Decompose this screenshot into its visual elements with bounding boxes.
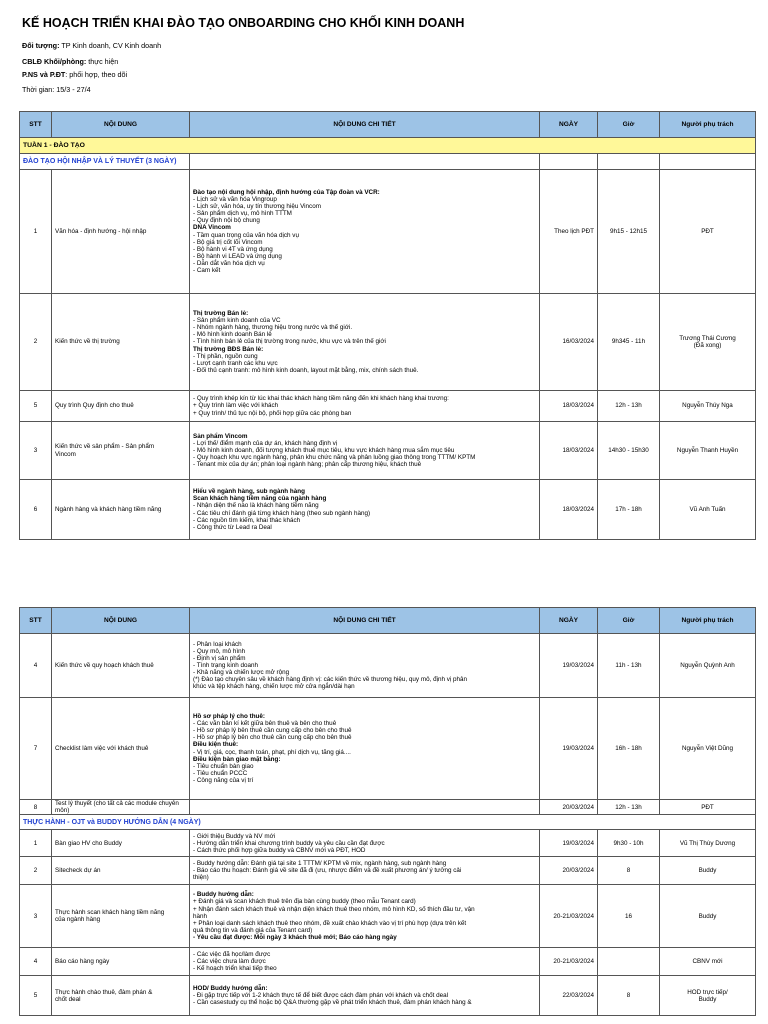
cell-stt: 5	[20, 391, 52, 422]
detail-line: hành	[193, 912, 208, 920]
week-label: TUẦN 1 - ĐÀO TẠO	[20, 138, 756, 154]
cell-time: 16h - 18h	[598, 698, 660, 800]
detail-line: Sản phẩm Vincom	[193, 432, 248, 440]
cell-owner: PĐT	[660, 800, 756, 815]
detail-line: - Thị phần, nguồn cung	[193, 352, 258, 360]
detail-line: Thị trường BĐS Bán lẻ:	[193, 345, 264, 353]
cell-date: 22/03/2024	[540, 976, 598, 1016]
cell-owner: PĐT	[660, 170, 756, 294]
cell-detail	[190, 698, 540, 800]
cell-time: 9h15 - 12h15	[598, 170, 660, 294]
cell-stt: 4	[20, 634, 52, 698]
header-stt: STT	[20, 608, 52, 634]
header-date: NGÀY	[540, 608, 598, 634]
cell-stt: 6	[20, 480, 52, 540]
table-row	[20, 800, 756, 815]
header-date: NGÀY	[540, 112, 598, 138]
detail-line: - Vị trí, giá, cọc, thanh toán, phạt, phí dịch vụ, tăng giá....	[193, 748, 351, 756]
section-row	[20, 154, 756, 170]
cell-content: Kiến thức về thị trường	[52, 294, 190, 391]
table-row	[20, 698, 756, 800]
detail-line: - Các tiêu chí đánh giá từng khách hàng (theo sub ngành hàng)	[193, 509, 371, 517]
cell-content: Test lý thuyết (cho tất cả các module chuyên môn)	[52, 800, 190, 815]
cell-time: 17h - 18h	[598, 480, 660, 540]
cell-owner: Vũ Thị Thùy Dương	[660, 830, 756, 857]
section-row	[20, 815, 756, 830]
cell-content: Checklist làm việc với khách thuê	[52, 698, 190, 800]
header-owner: Người phụ trách	[660, 112, 756, 138]
detail-line: - Nhóm ngành hàng, thương hiệu trong nước và thế giới.	[193, 324, 353, 332]
detail-line: - Phân loại khách	[193, 640, 242, 648]
cell-time	[598, 948, 660, 976]
cell-time: 9h345 - 11h	[598, 294, 660, 391]
detail-line: khúc và tệp khách hàng, chiến lược mở cửa ngắn/dài hạn	[193, 683, 355, 691]
header-owner: Người phụ trách	[660, 608, 756, 634]
detail-line: Scan khách hàng tiềm năng của ngành hàng	[193, 495, 327, 503]
detail-line: - Quy định nội bộ chung	[193, 217, 260, 225]
detail-line: - Đối thủ cạnh tranh: mô hình kinh doanh, layout mặt bằng, mix, chính sách thuê.	[193, 366, 419, 374]
section-label: ĐÀO TẠO HỘI NHẬP VÀ LÝ THUYẾT (3 NGÀY)	[20, 154, 190, 170]
cell-time: 8	[598, 976, 660, 1016]
cell-detail	[190, 948, 540, 976]
detail-line: Hiểu về ngành hàng, sub ngành hàng	[193, 488, 305, 496]
cell-date: 20-21/03/2024	[540, 948, 598, 976]
cell-stt: 1	[20, 170, 52, 294]
detail-line: thiện)	[193, 874, 209, 882]
cell-stt: 1	[20, 830, 52, 857]
detail-line: - Công năng của vị trí	[193, 776, 254, 784]
detail-line: Điều kiện bàn giao mặt bằng:	[193, 755, 281, 763]
section-label: THỰC HÀNH - OJT và BUDDY HƯỚNG DẪN (4 NGÀY)	[20, 815, 756, 830]
detail-line: DNA Vincom	[193, 224, 231, 232]
detail-line: - Cam kết	[193, 266, 221, 274]
detail-line: - Quy mô, mô hình	[193, 647, 246, 655]
cell-owner: Trương Thái Cương (Đã xong)	[660, 294, 756, 391]
header-stt: STT	[20, 112, 52, 138]
detail-line: - Nhận diện thế nào là khách hàng tiềm năng	[193, 502, 319, 510]
detail-line: - Giới thiệu Buddy và NV mới	[193, 832, 276, 840]
detail-line: - Dẫn dắt văn hóa dịch vụ	[193, 259, 265, 267]
detail-line: + Quy trình/ thủ tục nội bộ, phối hợp giữa các phòng ban	[193, 409, 352, 417]
detail-line: - Yêu cầu đạt được: Mỗi ngày 3 khách thuê mới; Báo cáo hàng ngày	[193, 933, 397, 941]
cell-date: 20/03/2024	[540, 800, 598, 815]
detail-line: - Buddy hướng dẫn:	[193, 891, 254, 899]
cell-owner: HOD trực tiếp/ Buddy	[660, 976, 756, 1016]
table-row	[20, 948, 756, 976]
cell-date: 20/03/2024	[540, 857, 598, 885]
detail-line: - Quy hoạch khu vực ngành hàng, phân khu chức năng và phân luồng giao thông trong TTTM/ KPTM	[193, 454, 476, 462]
cell-detail	[190, 830, 540, 857]
cell-stt: 2	[20, 294, 52, 391]
detail-line: quả thông tin và đánh giá của Tenant card)	[193, 926, 313, 934]
cell-content: Ngành hàng và khách hàng tiềm năng	[52, 480, 190, 540]
cell-content: Bàn giao HV cho Buddy	[52, 830, 190, 857]
header-detail: NỘI DUNG CHI TIẾT	[190, 608, 540, 634]
detail-line: - Mô hình kinh doanh Bán lẻ	[193, 331, 272, 339]
cell-detail	[190, 976, 540, 1016]
table-row	[20, 422, 756, 480]
page-title: KẾ HOẠCH TRIỂN KHAI ĐÀO TẠO ONBOARDING CHO KHỐI KINH DOANH	[22, 16, 465, 30]
detail-line: - Hồ sơ pháp lý bên cho thuê cần cung cấp cho bên thuê	[193, 734, 352, 742]
cell-owner: Buddy	[660, 885, 756, 948]
cell-owner: CBNV mới	[660, 948, 756, 976]
table-row	[20, 634, 756, 698]
header-time: Giờ	[598, 112, 660, 138]
cell-time: 11h - 13h	[598, 634, 660, 698]
detail-line: - Khả năng và chiến lược mở rộng	[193, 669, 290, 677]
training-table-week1-cont	[19, 607, 756, 1016]
detail-line: + Nhận đánh sách khách thuê và nhận diện khách thuê theo nhóm, mô hình KD, số thích đầu tư, vận	[193, 905, 475, 913]
cell-time: 12h - 13h	[598, 391, 660, 422]
detail-line: - Tầm quan trọng của văn hóa dịch vụ	[193, 231, 299, 239]
detail-line: - Cách thức phối hợp giữa buddy và CBNV mới và PĐT, HOD	[193, 846, 366, 854]
table-row	[20, 294, 756, 391]
cell-time: 14h30 - 15h30	[598, 422, 660, 480]
detail-line: + Quy trình làm việc với khách	[193, 402, 279, 410]
detail-line: - Bộ hành vi 4T và ứng dụng	[193, 245, 273, 253]
detail-line: - Các nguồn tìm kiếm, khai thác khách	[193, 516, 301, 524]
cell-detail	[190, 480, 540, 540]
detail-line: - Sản phẩm dịch vụ, mô hình TTTM	[193, 210, 292, 218]
cell-time: 12h - 13h	[598, 800, 660, 815]
detail-line: + Phân loại danh sách khách thuê theo nhóm, đề xuất chào khách vào vị trí phù hợp (dựa trên kết	[193, 919, 467, 927]
detail-line: - Các việc chưa làm được	[193, 958, 266, 966]
cell-stt: 4	[20, 948, 52, 976]
cell-content: Kiến thức về quy hoạch khách thuê	[52, 634, 190, 698]
detail-line: - Công thức từ Lead ra Deal	[193, 523, 272, 531]
detail-line: - Các văn bản kí kết giữa bên thuê và bên cho thuê	[193, 720, 337, 728]
meta-audience: Đối tượng: TP Kinh doanh, CV Kinh doanh	[22, 41, 162, 50]
header-detail: NỘI DUNG CHI TIẾT	[190, 112, 540, 138]
cell-date: Theo lịch PĐT	[540, 170, 598, 294]
cell-detail	[190, 857, 540, 885]
cell-stt: 3	[20, 422, 52, 480]
detail-line: - Buddy hướng dẫn: Đánh giá tại site 1 TTTM/ KPTM về mix, ngành hàng, sub ngành hàng	[193, 860, 447, 868]
cell-date: 16/03/2024	[540, 294, 598, 391]
cell-detail	[190, 170, 540, 294]
detail-line: - Hồ sơ pháp lý bên thuê cần cung cấp cho bên cho thuê	[193, 727, 352, 735]
detail-line: + Đánh giá và scan khách thuê trên địa bàn cùng buddy (theo mẫu Tenant card)	[193, 898, 416, 906]
meta-manager: CBLĐ Khối/phòng: thực hiện	[22, 57, 119, 66]
detail-line: Thị trường Bán lẻ:	[193, 310, 249, 318]
detail-line: - Báo cáo thu hoạch: Đánh giá về site đã đi (ưu, nhược điểm và đề xuất phương án/ ý tưởng cải	[193, 867, 462, 875]
detail-line: - Lợi thế/ điểm mạnh của dự án, khách hàng định vị	[193, 439, 338, 447]
cell-owner: Nguyễn Quỳnh Anh	[660, 634, 756, 698]
cell-content: Thực hành chào thuê, đàm phán & chốt deal	[52, 976, 190, 1016]
detail-line: - Tình trạng kinh doanh	[193, 661, 258, 669]
header-time: Giờ	[598, 608, 660, 634]
cell-time: 9h30 - 10h	[598, 830, 660, 857]
cell-stt: 5	[20, 976, 52, 1016]
cell-content: Kiến thức về sản phẩm - Sản phẩm Vincom	[52, 422, 190, 480]
table-row	[20, 857, 756, 885]
detail-line: - Lượt cạnh tranh các khu vực	[193, 359, 278, 367]
table-header-row	[20, 112, 756, 138]
cell-stt: 2	[20, 857, 52, 885]
detail-line: - Hướng dẫn triển khai chương trình buddy và yêu cầu cần đạt được	[193, 839, 385, 847]
detail-line: - Tình hình bán lẻ của thị trường trong nước, khu vực và trên thế giới	[193, 338, 386, 346]
cell-content: Văn hóa - định hướng - hội nhập	[52, 170, 190, 294]
detail-line: - Các việc đã học/làm được	[193, 951, 271, 959]
cell-stt: 8	[20, 800, 52, 815]
detail-line: - Lịch sử và văn hóa Vingroup	[193, 196, 277, 204]
cell-detail	[190, 800, 540, 815]
detail-line: - Đi gặp trực tiếp với 1-2 khách thực tế để biết được cách đàm phán với khách và chốt deal	[193, 992, 448, 1000]
cell-time: 16	[598, 885, 660, 948]
meta-hr: P.NS và P.ĐT: phối hợp, theo dõi	[22, 70, 128, 79]
detail-line: - Quy trình khép kín từ lúc khai thác khách hàng tiềm năng đến khi khách hàng khai trương:	[193, 395, 449, 403]
cell-detail	[190, 391, 540, 422]
header-content: NỘI DUNG	[52, 112, 190, 138]
table-row	[20, 391, 756, 422]
cell-detail	[190, 634, 540, 698]
detail-line: - Bộ hành vi LEAD và ứng dụng	[193, 252, 282, 260]
cell-date: 20-21/03/2024	[540, 885, 598, 948]
cell-detail	[190, 885, 540, 948]
table-row	[20, 480, 756, 540]
cell-detail	[190, 294, 540, 391]
detail-line: (*) Đào tạo chuyên sâu về khách hàng định vị: các kiến thức về thương hiệu, quy mô, định vị phân	[193, 676, 468, 684]
detail-line: Đào tạo nội dung hội nhập, định hướng của Tập đoàn và VCR:	[193, 188, 380, 196]
cell-date: 18/03/2024	[540, 422, 598, 480]
detail-line: HOD/ Buddy hướng dẫn:	[193, 985, 268, 993]
cell-date: 18/03/2024	[540, 480, 598, 540]
cell-content: Quy trình Quy định cho thuê	[52, 391, 190, 422]
table-row	[20, 885, 756, 948]
cell-stt: 7	[20, 698, 52, 800]
training-table-week1	[19, 111, 756, 540]
table-row	[20, 830, 756, 857]
cell-content: Thực hành scan khách hàng tiềm năng của ngành hàng	[52, 885, 190, 948]
week-row	[20, 138, 756, 154]
cell-time: 8	[598, 857, 660, 885]
detail-line: - Kế hoạch triển khai tiếp theo	[193, 965, 277, 973]
cell-content: Báo cáo hàng ngày	[52, 948, 190, 976]
detail-line: - Tiêu chuẩn PCCC	[193, 769, 248, 777]
header-content: NỘI DUNG	[52, 608, 190, 634]
detail-line: - Cần casestudy cụ thể hoặc bộ Q&A thường gặp về phát triển khách thuê, đàm phán khách hàng &	[193, 999, 472, 1007]
meta-period: Thời gian: 15/3 - 27/4	[22, 85, 91, 94]
detail-line: Hồ sơ pháp lý cho thuê:	[193, 713, 265, 721]
detail-line: - Tenant mix của dự án; phân loại ngành hàng; phân cấp thương hiệu, khách thuê	[193, 461, 422, 469]
detail-line: - Mô hình kinh doanh, đối tượng khách thuê mục tiêu, khu vực khách hàng mua sắm mục tiêu	[193, 446, 455, 454]
cell-date: 19/03/2024	[540, 830, 598, 857]
cell-content: Sitecheck dự án	[52, 857, 190, 885]
cell-date: 19/03/2024	[540, 698, 598, 800]
cell-date: 19/03/2024	[540, 634, 598, 698]
detail-line: - Lịch sử, văn hóa, uy tín thương hiệu Vincom	[193, 203, 321, 211]
cell-owner: Nguyễn Thanh Huyền	[660, 422, 756, 480]
cell-owner: Nguyễn Thúy Nga	[660, 391, 756, 422]
cell-owner: Nguyễn Việt Dũng	[660, 698, 756, 800]
cell-date: 18/03/2024	[540, 391, 598, 422]
table-header-row	[20, 608, 756, 634]
detail-line: - Tiêu chuẩn bàn giao	[193, 762, 254, 770]
cell-owner: Buddy	[660, 857, 756, 885]
detail-line: - Bộ giá trị cốt lõi Vincom	[193, 238, 263, 246]
table-row	[20, 170, 756, 294]
detail-line: - Sản phẩm kinh doanh của VC	[193, 317, 281, 325]
detail-line: Điều kiện thuê:	[193, 741, 239, 749]
cell-stt: 3	[20, 885, 52, 948]
cell-owner: Vũ Anh Tuấn	[660, 480, 756, 540]
detail-line: - Định vị sản phẩm	[193, 654, 246, 662]
cell-detail	[190, 422, 540, 480]
table-row	[20, 976, 756, 1016]
